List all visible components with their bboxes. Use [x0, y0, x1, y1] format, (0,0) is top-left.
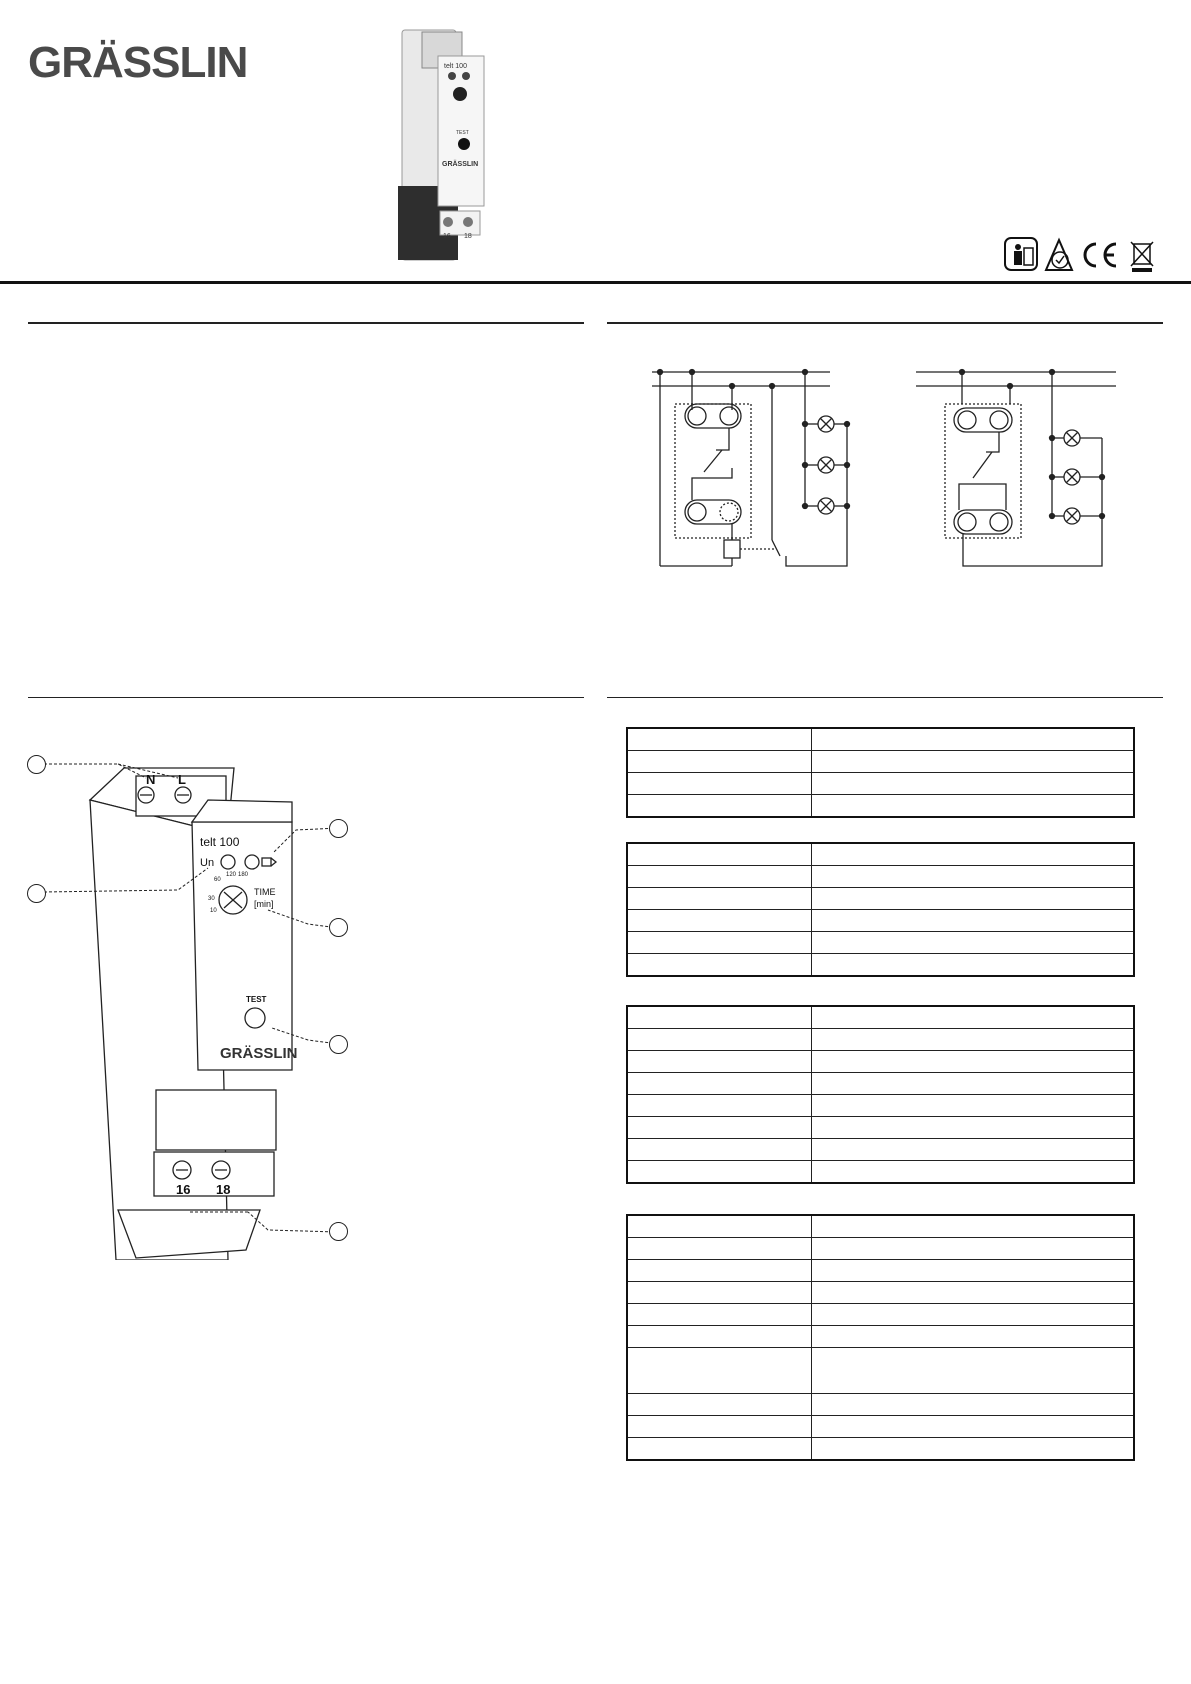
photo-model-label: telt 100 — [444, 63, 467, 70]
wiring-diagram-with-external-contact — [652, 370, 850, 567]
section-divider-top-left — [28, 322, 584, 324]
table-row — [627, 932, 1134, 954]
dial-tick-60: 60 — [214, 877, 221, 883]
table-row — [627, 1073, 1134, 1095]
table-row — [627, 1348, 1134, 1394]
table-row — [627, 1029, 1134, 1051]
table-row — [627, 843, 1134, 866]
brand-logo: GRÄSSLIN — [28, 38, 248, 87]
table-row — [627, 1282, 1134, 1304]
device-figure — [28, 740, 358, 1260]
section-divider-top-right — [607, 322, 1163, 324]
callout-marker-1 — [27, 755, 46, 774]
callout-marker-3 — [329, 819, 348, 838]
table-row — [627, 1438, 1134, 1461]
terminal-l-label: L — [178, 772, 186, 787]
dial-tick-30: 30 — [208, 896, 215, 902]
ce-mark-icon — [1085, 244, 1116, 266]
table-row — [627, 1051, 1134, 1073]
callout-marker-2 — [27, 884, 46, 903]
spec-table-3 — [626, 1005, 1135, 1184]
photo-test-label: TEST — [456, 130, 469, 136]
photo-terminal-18: 18 — [464, 233, 472, 240]
product-photo — [392, 26, 496, 266]
table-row — [627, 910, 1134, 932]
table-row — [627, 1215, 1134, 1238]
table-row — [627, 1394, 1134, 1416]
table-row — [627, 1238, 1134, 1260]
table-row — [627, 1117, 1134, 1139]
certification-icons — [1004, 236, 1164, 274]
callout-marker-4 — [329, 918, 348, 937]
callout-marker-5 — [329, 1035, 348, 1054]
table-row — [627, 751, 1134, 773]
terminal-n-label: N — [146, 772, 156, 787]
spec-table-2 — [626, 842, 1135, 977]
table-row — [627, 1416, 1134, 1438]
section-divider-mid-right — [607, 697, 1163, 698]
header-divider — [0, 281, 1191, 284]
photo-brand-label: GRÄSSLIN — [442, 161, 479, 168]
table-row — [627, 888, 1134, 910]
time-label: TIME — [254, 887, 276, 897]
table-row — [627, 795, 1134, 818]
section-divider-mid-left — [28, 697, 584, 698]
device-brand-label: GRÄSSLIN — [220, 1045, 298, 1062]
test-label: TEST — [246, 995, 267, 1004]
dial-tick-10: 10 — [210, 908, 217, 914]
model-label: telt 100 — [200, 835, 240, 849]
photo-terminal-16: 16 — [443, 233, 451, 240]
table-row — [627, 1161, 1134, 1184]
dial-tick-180: 180 — [238, 872, 249, 878]
terminal-18-label: 18 — [216, 1182, 231, 1197]
callout-marker-6 — [329, 1222, 348, 1241]
table-row — [627, 728, 1134, 751]
table-row — [627, 1260, 1134, 1282]
qualified-electrician-icon — [1005, 238, 1037, 270]
rcm-mark-icon — [1046, 240, 1072, 270]
table-row — [627, 1304, 1134, 1326]
table-row — [627, 1326, 1134, 1348]
dial-tick-120: 120 — [226, 872, 237, 878]
table-row — [627, 1139, 1134, 1161]
time-unit-label: [min] — [254, 899, 274, 909]
table-row — [627, 954, 1134, 977]
terminal-16-label: 16 — [176, 1182, 191, 1197]
table-row — [627, 1095, 1134, 1117]
wiring-diagrams — [640, 360, 1140, 580]
spec-table-1 — [626, 727, 1135, 818]
led-un-label: Un — [200, 857, 215, 869]
table-row — [627, 773, 1134, 795]
weee-bin-icon — [1131, 242, 1153, 272]
table-row — [627, 1006, 1134, 1029]
spec-table-4 — [626, 1214, 1135, 1461]
wiring-diagram-direct — [916, 370, 1116, 567]
table-row — [627, 866, 1134, 888]
